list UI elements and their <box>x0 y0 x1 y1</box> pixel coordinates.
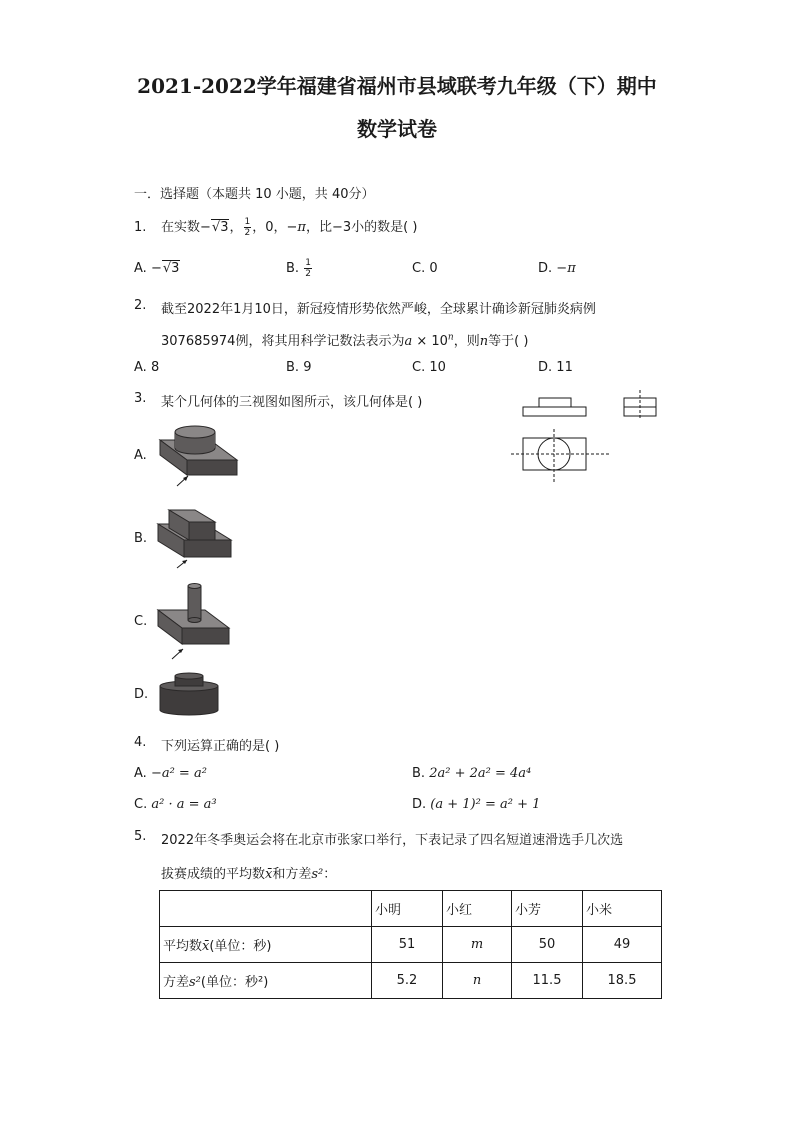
question-4-option-d[interactable]: D. (a + 1)² = a² + 1 <box>412 797 541 812</box>
question-2-line1: 截至2022年1月10日，新冠疫情形势依然严峻，全球累计确诊新冠肺炎病例 <box>161 302 596 317</box>
question-4-option-a[interactable]: A. −a² = a² <box>134 766 207 781</box>
table-cell: 5.2 <box>372 963 443 999</box>
front-view-top <box>539 398 571 407</box>
table-header-cell <box>160 891 372 927</box>
row-label-variance: 方差s²(单位：秒²) <box>160 963 372 999</box>
question-1-option-c[interactable]: C. 0 <box>412 261 438 276</box>
question-3-option-b-label[interactable]: B. <box>134 531 148 546</box>
table-row <box>160 963 662 999</box>
solid-d-image[interactable] <box>158 670 220 720</box>
page-title: 2021-2022学年福建省福州市县域联考九年级（下）期中 <box>137 74 657 98</box>
question-1-option-b[interactable]: B. $\frac{1}{2}$ <box>286 258 311 279</box>
page-subtitle: 数学试卷 <box>357 117 437 141</box>
question-5-line1: 2022年冬季奥运会将在北京市张家口举行，下表记录了四名短道速滑选手几次选 <box>161 833 624 848</box>
question-1-option-d[interactable]: D. −π <box>538 261 576 276</box>
table-cell: m <box>443 927 512 963</box>
question-2-line2: 307685974例，将其用科学记数法表示为$a \times 10^n$，则n等于( ) <box>161 332 529 349</box>
table-cell: 18.5 <box>583 963 662 999</box>
question-1-option-a[interactable]: A. −√3 <box>134 261 180 276</box>
solid-a-image[interactable] <box>155 418 245 493</box>
solid-c-image[interactable] <box>155 582 240 662</box>
question-5-number: 5. <box>134 829 147 844</box>
table-cell: 50 <box>512 927 583 963</box>
question-3-option-d-label[interactable]: D. <box>134 687 149 702</box>
question-4-text: 下列运算正确的是( ) <box>161 739 280 754</box>
question-2-option-b[interactable]: B. 9 <box>286 360 312 375</box>
stats-table <box>159 890 662 999</box>
question-2-option-d[interactable]: D. 11 <box>538 360 573 375</box>
table-header-row <box>160 891 662 927</box>
solid-b-image[interactable] <box>155 500 240 575</box>
front-view-base <box>523 407 586 416</box>
question-2-option-a[interactable]: A. 8 <box>134 360 160 375</box>
table-cell: 49 <box>583 927 662 963</box>
question-3-option-c-label[interactable]: C. <box>134 614 148 629</box>
question-1-text: 在实数−√3， $\frac{1}{2}$ ，0，−π，比−3小的数是( ) <box>161 217 418 238</box>
table-header-cell: 小红 <box>443 891 512 927</box>
question-3-text: 某个几何体的三视图如图所示，该几何体是( ) <box>161 395 423 410</box>
question-2-number: 2. <box>134 298 147 313</box>
table-row <box>160 927 662 963</box>
question-5-line2: 拔赛成绩的平均数x̄和方差s²： <box>161 867 337 882</box>
table-cell: 11.5 <box>512 963 583 999</box>
row-label-mean: 平均数x̄(单位：秒) <box>160 927 372 963</box>
table-cell: 51 <box>372 927 443 963</box>
three-view-diagram <box>505 390 665 490</box>
question-1-number: 1. <box>134 220 147 235</box>
question-4-number: 4. <box>134 735 147 750</box>
table-header-cell: 小芳 <box>512 891 583 927</box>
table-header-cell: 小明 <box>372 891 443 927</box>
fraction: $\frac{1}{2}$ <box>244 217 251 238</box>
table-header-cell: 小米 <box>583 891 662 927</box>
section-heading: 一．选择题（本题共 10 小题，共 40分） <box>134 187 375 202</box>
table-cell: n <box>443 963 512 999</box>
question-3-number: 3. <box>134 391 147 406</box>
question-4-option-c[interactable]: C. a² · a = a³ <box>134 797 217 812</box>
sqrt-symbol: √3 <box>211 220 229 235</box>
question-4-option-b[interactable]: B. 2a² + 2a² = 4a⁴ <box>412 766 532 781</box>
question-2-option-c[interactable]: C. 10 <box>412 360 446 375</box>
question-3-option-a-label[interactable]: A. <box>134 448 147 463</box>
